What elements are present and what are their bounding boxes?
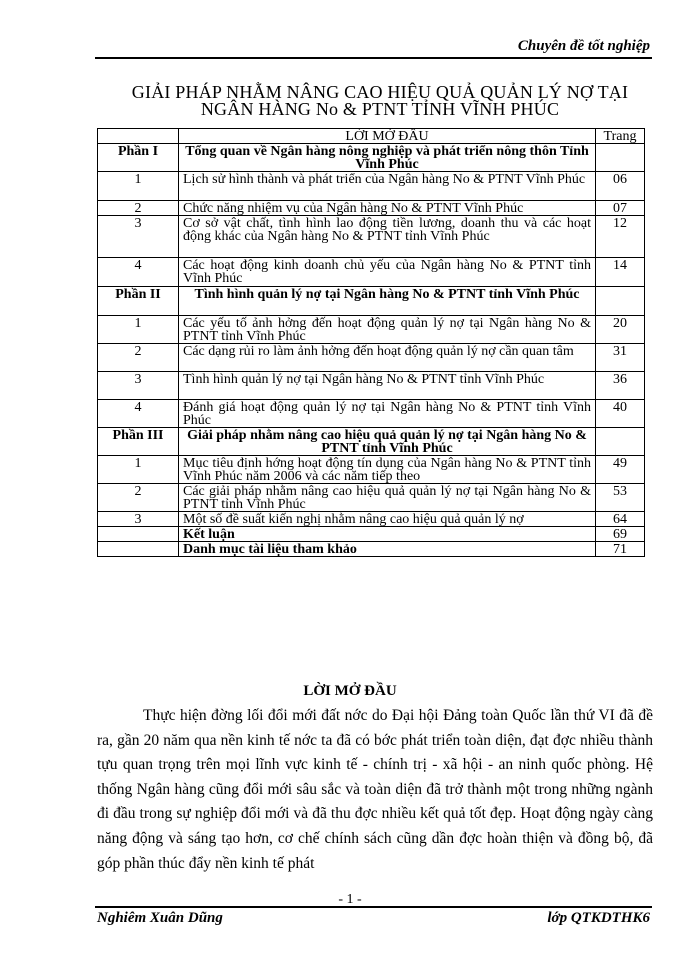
intro-paragraph: Thực hiện đờng lối đổi mới đất nớc do Đại hội Đảng toàn Quốc lần thứ VI đã đề ra, gần 20 năm qua nền kinh tế nớc ta đã có bớc phát triển toàn diện, đạt đợc nhiều thành tựu quan trọng trên mọi lĩnh vực kinh tế - chính trị - xã hội - an ninh quốc phòng. Hệ thống Ngân hàng cũng đổi mới sâu sắc và toàn diện đã trở thành một trong những ngành đi đầu trong sự nghiệp đổi mới và đã thu đợc nhiều kết quả tốt đẹp. Hoạt động ngày càng năng động và sáng tạo hơn, cơ chế chính sách cũng dần đợc hoàn thiện và đồng bộ, đã góp phần thúc đẩy nền kinh tế phát	[97, 707, 653, 872]
toc-num: 2	[98, 201, 179, 216]
toc-text: Đánh giá hoạt động quản lý nợ tại Ngân hàng No & PTNT tỉnh Vĩnh Phúc	[179, 400, 596, 428]
toc-page: 20	[596, 316, 645, 344]
toc-text: Lịch sử hình thành và phát triển của Ngân hàng No & PTNT Vĩnh Phúc	[179, 172, 596, 201]
header-rule	[95, 57, 652, 59]
toc-row-part-2	[98, 287, 645, 316]
toc-text: Các yếu tố ảnh hởng đến hoạt động quản lý nợ tại Ngân hàng No & PTNT tỉnh Vĩnh Phúc	[179, 316, 596, 344]
toc-num	[98, 527, 179, 542]
toc-num: Phần III	[98, 428, 179, 456]
toc-page	[596, 428, 645, 456]
toc-page: 53	[596, 484, 645, 512]
toc-text: Các dạng rủi ro làm ảnh hởng đến hoạt động quản lý nợ cần quan tâm	[179, 344, 596, 372]
table-of-contents	[97, 128, 645, 557]
toc-header-row	[98, 129, 645, 144]
toc-row	[98, 172, 645, 201]
toc-text: Tổng quan về Ngân hàng nông nghiệp và phát triển nông thôn Tỉnh Vĩnh Phúc	[179, 144, 596, 172]
toc-page	[596, 287, 645, 316]
toc-row	[98, 316, 645, 344]
toc-row	[98, 456, 645, 484]
title-line-2: NGÂN HÀNG No & PTNT TỈNH VĨNH PHÚC	[200, 99, 560, 119]
toc-page: 06	[596, 172, 645, 201]
toc-text: Chức năng nhiệm vụ của Ngân hàng No & PTNT Vĩnh Phúc	[179, 201, 596, 216]
toc-text: Tình hình quản lý nợ tại Ngân hàng No & PTNT tỉnh Vĩnh Phúc	[179, 372, 596, 400]
toc-text: Kết luận	[179, 527, 596, 542]
toc-text: Mục tiêu định hớng hoạt động tín dụng của Ngân hàng No & PTNT tỉnh Vĩnh Phúc năm 2006 và các năm tiếp theo	[179, 456, 596, 484]
toc-row	[98, 400, 645, 428]
toc-page: 07	[596, 201, 645, 216]
toc-text: Giải pháp nhằm nâng cao hiệu quả quản lý nợ tại Ngân hàng No & PTNT tỉnh Vĩnh Phúc	[179, 428, 596, 456]
header-text: Chuyên đề tốt nghiệp	[517, 38, 650, 54]
toc-page: 14	[596, 258, 645, 287]
toc-num: 3	[98, 372, 179, 400]
toc-row	[98, 484, 645, 512]
toc-num: 1	[98, 456, 179, 484]
toc-row	[98, 201, 645, 216]
toc-text: Danh mục tài liệu tham khảo	[179, 542, 596, 557]
footer-author: Nghiêm Xuân Dũng	[97, 910, 223, 926]
toc-page: 71	[596, 542, 645, 557]
toc-header-label: LỜI MỞ ĐẦU	[179, 129, 596, 144]
page-number: - 1 -	[338, 892, 362, 907]
toc-row	[98, 258, 645, 287]
toc-num: 3	[98, 512, 179, 527]
toc-num: 2	[98, 484, 179, 512]
toc-page: 40	[596, 400, 645, 428]
toc-num: Phần I	[98, 144, 179, 172]
footer-rule	[95, 906, 652, 908]
toc-row-references	[98, 542, 645, 557]
toc-text: Tình hình quản lý nợ tại Ngân hàng No & PTNT tỉnh Vĩnh Phúc	[179, 287, 596, 316]
intro-heading: LỜI MỞ ĐẦU	[303, 683, 397, 699]
toc-page: 69	[596, 527, 645, 542]
toc-row-conclusion	[98, 527, 645, 542]
document-title	[90, 84, 670, 118]
footer-class: lớp QTKDTHK6	[547, 910, 650, 926]
toc-text: Một số đề suất kiến nghị nhằm nâng cao hiệu quả quản lý nợ	[179, 512, 596, 527]
toc-text: Các giải pháp nhằm nâng cao hiệu quả quản lý nợ tại Ngân hàng No & PTNT tỉnh Vĩnh Phúc	[179, 484, 596, 512]
toc-page: 49	[596, 456, 645, 484]
toc-page: 64	[596, 512, 645, 527]
toc-page: 12	[596, 216, 645, 258]
toc-row	[98, 512, 645, 527]
toc-num: Phần II	[98, 287, 179, 316]
toc-row	[98, 372, 645, 400]
toc-text: Cơ sở vật chất, tình hình lao động tiền lương, doanh thu và các hoạt động khác của Ngân hàng No & PTNT tỉnh Vĩnh Phúc	[179, 216, 596, 258]
toc-row	[98, 344, 645, 372]
toc-num: 2	[98, 344, 179, 372]
toc-page: 31	[596, 344, 645, 372]
toc-num: 1	[98, 316, 179, 344]
toc-num: 4	[98, 400, 179, 428]
toc-header-page: Trang	[596, 129, 645, 144]
toc-page: 36	[596, 372, 645, 400]
toc-row-part-1	[98, 144, 645, 172]
toc-num	[98, 542, 179, 557]
toc-page	[596, 144, 645, 172]
toc-row-part-3	[98, 428, 645, 456]
toc-num: 4	[98, 258, 179, 287]
toc-header-num	[98, 129, 179, 144]
title-line-1: GIẢI PHÁP NHẰM NÂNG CAO HIỆU QUẢ QUẢN LÝ NỢ TẠI	[131, 82, 629, 102]
toc-text: Các hoạt động kinh doanh chủ yếu của Ngân hàng No & PTNT tỉnh Vĩnh Phúc	[179, 258, 596, 287]
toc-num: 3	[98, 216, 179, 258]
toc-num: 1	[98, 172, 179, 201]
toc-row	[98, 216, 645, 258]
